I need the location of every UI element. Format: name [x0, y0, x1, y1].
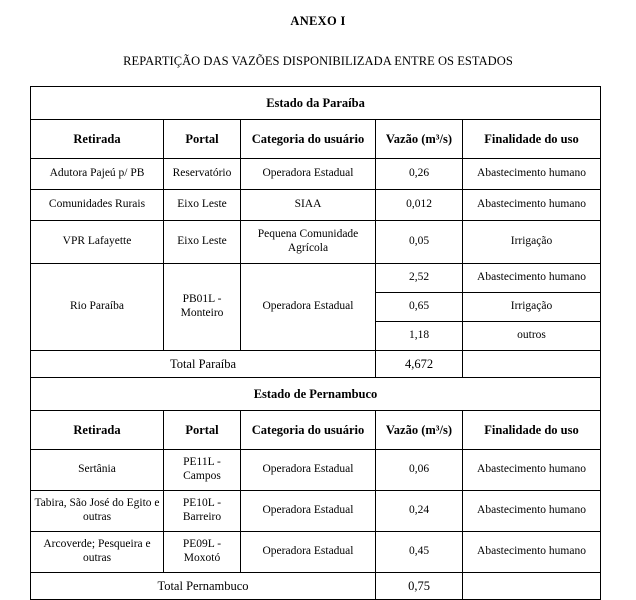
cell-finalidade: Abastecimento humano	[463, 491, 601, 532]
cell-retirada: Arcoverde; Pesqueira e outras	[31, 532, 164, 573]
total-label: Total Pernambuco	[31, 573, 376, 600]
column-header-retirada: Retirada	[31, 120, 164, 159]
cell-retirada: Tabira, São José do Egito e outras	[31, 491, 164, 532]
cell-portal: PE10L - Barreiro	[164, 491, 241, 532]
cell-vazao: 0,24	[376, 491, 463, 532]
cell-vazao: 0,05	[376, 221, 463, 264]
column-header-vazao: Vazão (m³/s)	[376, 120, 463, 159]
column-header-portal: Portal	[164, 120, 241, 159]
cell-retirada: Comunidades Rurais	[31, 190, 164, 221]
cell-finalidade: Abastecimento humano	[463, 450, 601, 491]
table-row	[31, 221, 601, 264]
column-header-finalidade: Finalidade do uso	[463, 120, 601, 159]
table-row	[31, 264, 601, 293]
cell-retirada: Sertânia	[31, 450, 164, 491]
section-band-label: Estado da Paraíba	[31, 87, 601, 120]
cell-categoria: Operadora Estadual	[241, 491, 376, 532]
table-row	[31, 532, 601, 573]
table-row	[31, 159, 601, 190]
section-band-paraiba	[31, 87, 601, 120]
column-header-row-pernambuco	[31, 411, 601, 450]
total-finalidade-cell	[463, 573, 601, 600]
page-title: ANEXO I	[290, 14, 346, 28]
total-row-paraiba	[31, 351, 601, 378]
column-header-categoria: Categoria do usuário	[241, 120, 376, 159]
column-header-finalidade: Finalidade do uso	[463, 411, 601, 450]
cell-finalidade: Irrigação	[463, 293, 601, 322]
cell-portal: Eixo Leste	[164, 221, 241, 264]
cell-vazao: 1,18	[376, 322, 463, 351]
cell-retirada: Rio Paraíba	[31, 264, 164, 351]
cell-categoria: Pequena Comunidade Agrícola	[241, 221, 376, 264]
total-value: 0,75	[376, 573, 463, 600]
cell-vazao: 0,26	[376, 159, 463, 190]
cell-portal: Eixo Leste	[164, 190, 241, 221]
cell-portal: PE11L - Campos	[164, 450, 241, 491]
cell-vazao: 2,52	[376, 264, 463, 293]
table-row	[31, 190, 601, 221]
cell-portal: Reservatório	[164, 159, 241, 190]
table-row	[31, 450, 601, 491]
allocation-table	[30, 86, 601, 600]
column-header-portal: Portal	[164, 411, 241, 450]
column-header-vazao: Vazão (m³/s)	[376, 411, 463, 450]
cell-categoria: Operadora Estadual	[241, 159, 376, 190]
cell-finalidade: Abastecimento humano	[463, 532, 601, 573]
cell-finalidade: Abastecimento humano	[463, 264, 601, 293]
cell-categoria: Operadora Estadual	[241, 264, 376, 351]
cell-retirada: Adutora Pajeú p/ PB	[31, 159, 164, 190]
total-row-pernambuco	[31, 573, 601, 600]
total-label: Total Paraíba	[31, 351, 376, 378]
cell-categoria: Operadora Estadual	[241, 450, 376, 491]
table-row	[31, 491, 601, 532]
cell-finalidade: Abastecimento humano	[463, 190, 601, 221]
cell-vazao: 0,45	[376, 532, 463, 573]
total-value: 4,672	[376, 351, 463, 378]
cell-finalidade: outros	[463, 322, 601, 351]
section-band-pernambuco	[31, 378, 601, 411]
total-finalidade-cell	[463, 351, 601, 378]
column-header-categoria: Categoria do usuário	[241, 411, 376, 450]
cell-categoria: Operadora Estadual	[241, 532, 376, 573]
page-subtitle: REPARTIÇÃO DAS VAZÕES DISPONIBILIZADA ENTRE OS ESTADOS	[123, 54, 513, 68]
column-header-row-paraiba	[31, 120, 601, 159]
cell-vazao: 0,65	[376, 293, 463, 322]
section-band-label: Estado de Pernambuco	[31, 378, 601, 411]
allocation-table-container	[30, 86, 600, 600]
cell-vazao: 0,06	[376, 450, 463, 491]
column-header-retirada: Retirada	[31, 411, 164, 450]
cell-retirada: VPR Lafayette	[31, 221, 164, 264]
cell-finalidade: Irrigação	[463, 221, 601, 264]
cell-portal: PB01L - Monteiro	[164, 264, 241, 351]
cell-finalidade: Abastecimento humano	[463, 159, 601, 190]
cell-portal: PE09L - Moxotó	[164, 532, 241, 573]
cell-categoria: SIAA	[241, 190, 376, 221]
cell-vazao: 0,012	[376, 190, 463, 221]
